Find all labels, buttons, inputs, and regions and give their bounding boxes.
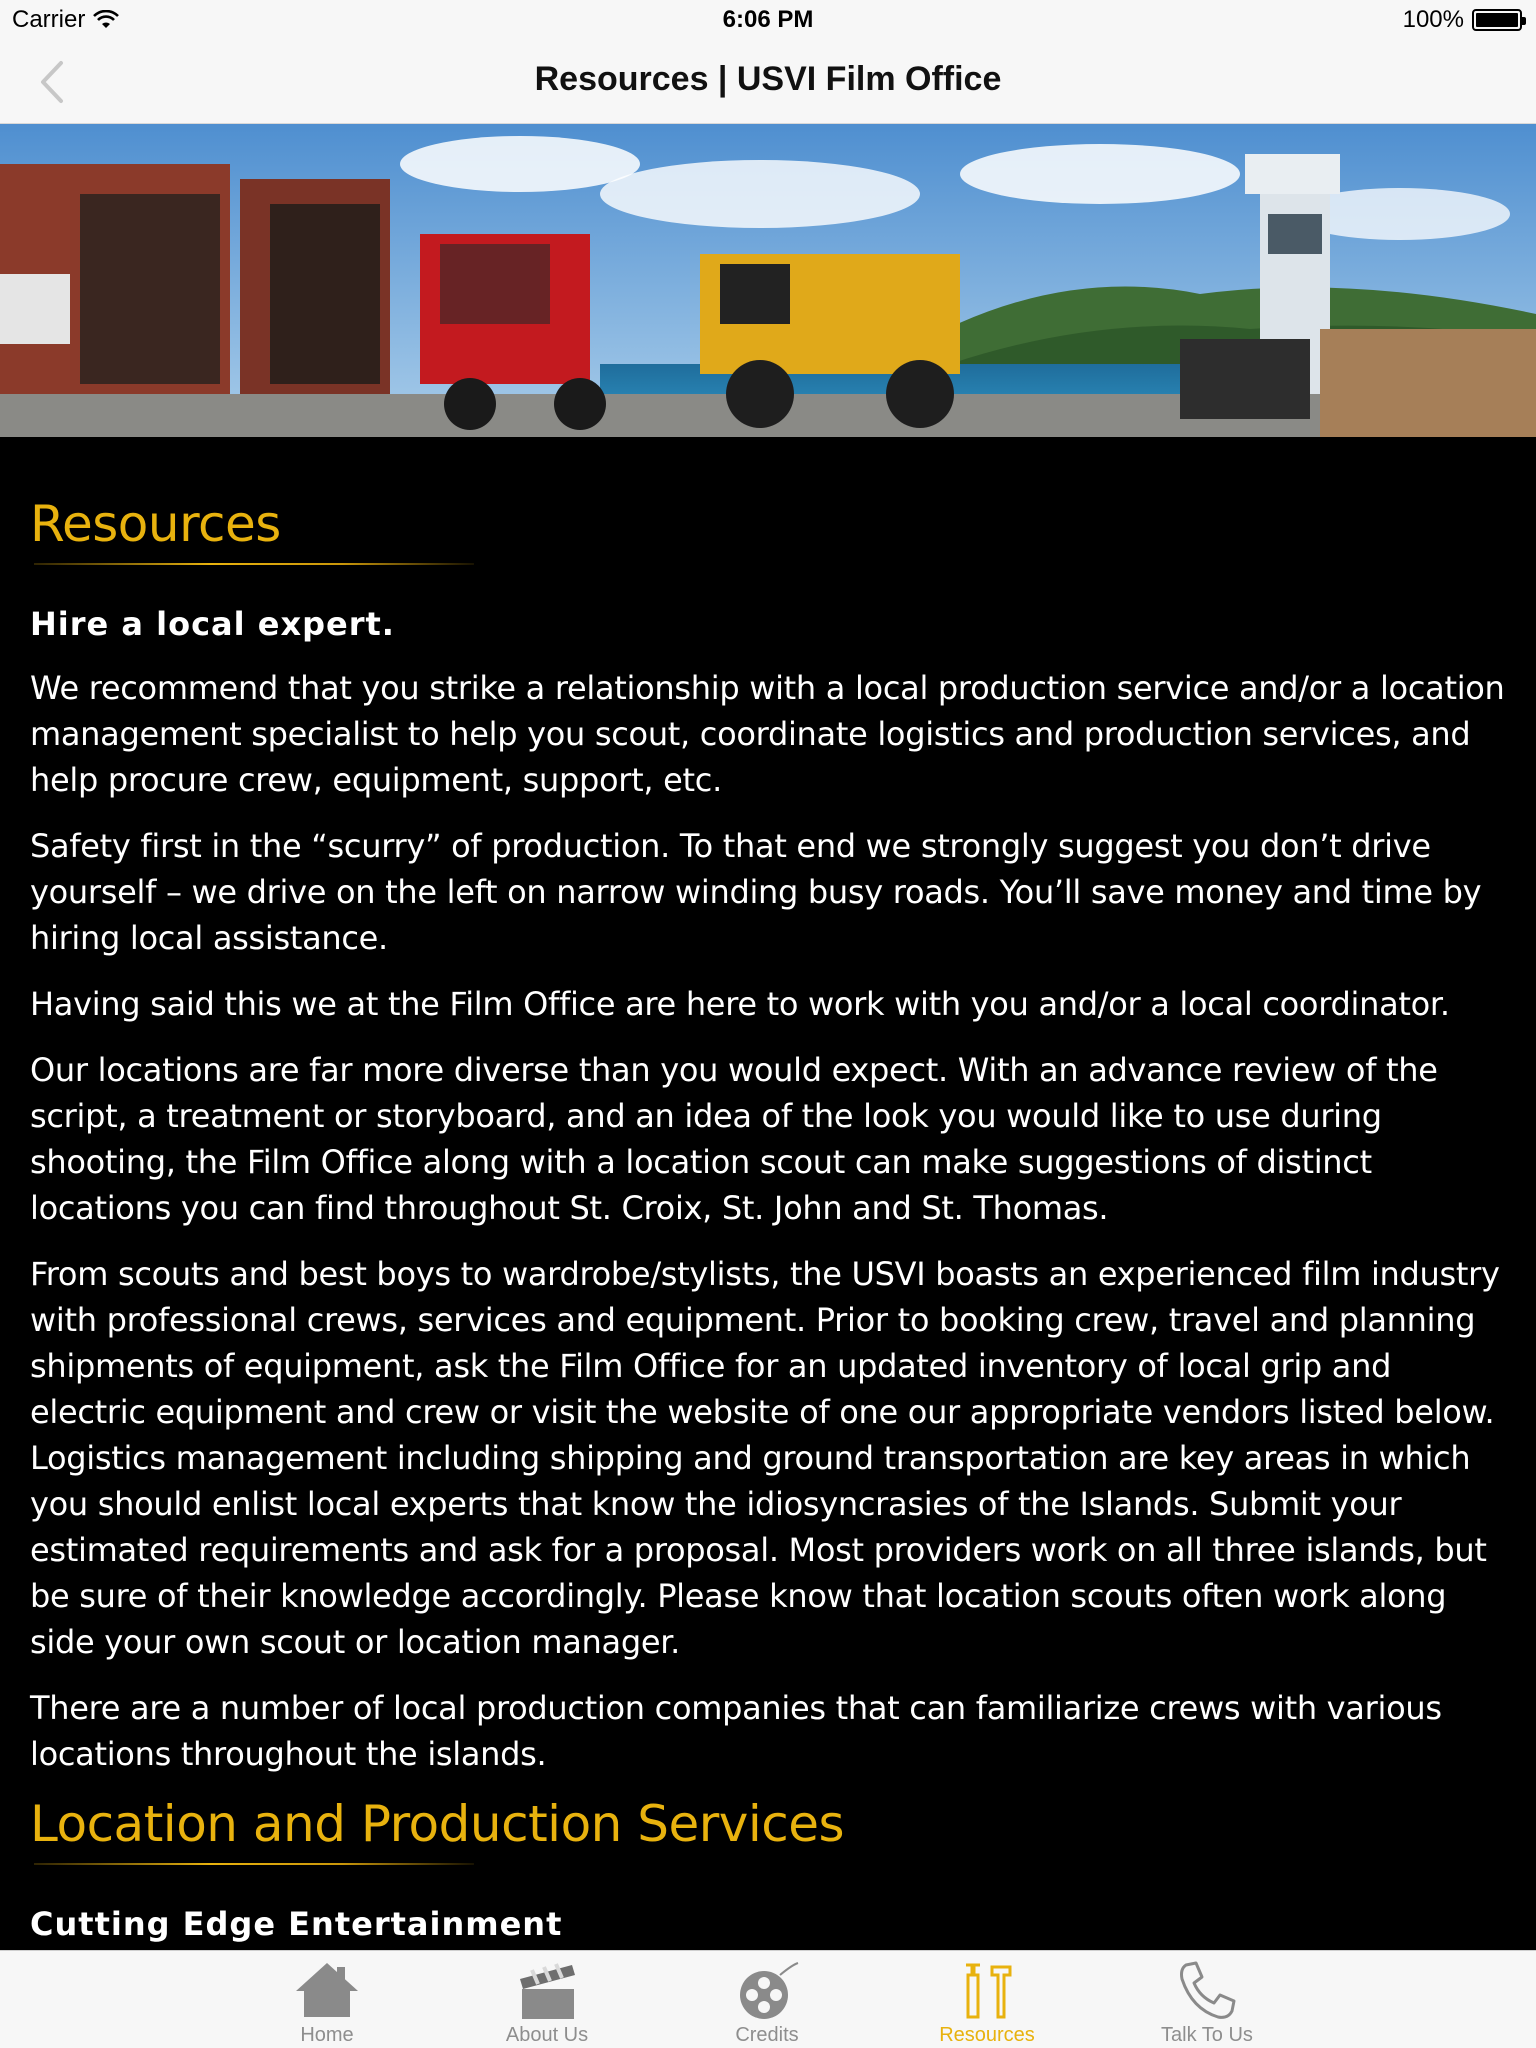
clapperboard-icon	[512, 1959, 582, 2023]
tab-credits[interactable]	[657, 1951, 877, 2048]
paragraph: Safety first in the “scurry” of production. To that end we strongly suggest you don’t drive yourself – we drive on the left on narrow winding busy roads. You’ll save money and time by hiring local assistance.	[30, 827, 1482, 957]
paragraph: There are a number of local production companies that can familiarize crews with various locations throughout the islands.	[30, 1689, 1442, 1773]
company-name: Cutting Edge Entertainment	[30, 1905, 563, 1943]
battery-percent: 100%	[1402, 6, 1464, 33]
hero-photo-illustration	[0, 124, 1536, 437]
subheading-hire-local-expert: Hire a local expert.	[30, 605, 395, 643]
paragraph: From scouts and best boys to wardrobe/stylists, the USVI boasts an experienced film industry with professional crews, services and equipment. Prior to booking crew, travel and planning shipments of equipment, ask the Film Office for an updated inventory of local grip and electric equipment and crew or visit the website of one our appropriate vendors listed below. Logistics management including shipping and ground transportation are key areas in which you should enlist local experts that know the idiosyncrasies of the Islands. Submit your estimated requirements and ask for a proposal. Most providers work on all three islands, but be sure of their knowledge accordingly. Please know that location scouts often work along side your own scout or location manager.	[30, 1255, 1500, 1661]
tab-home[interactable]	[217, 1951, 437, 2048]
section-title-location-services: Location and Production Services	[30, 1795, 845, 1853]
page-title: Resources | USVI Film Office	[534, 60, 1002, 98]
paragraph: Having said this we at the Film Office are here to work with you and/or a local coordinator.	[30, 985, 1450, 1023]
section-title-resources: Resources	[30, 495, 281, 553]
battery-level-fill	[1476, 13, 1518, 27]
tools-icon	[952, 1959, 1022, 2023]
status-time: 6:06 PM	[722, 6, 814, 33]
tab-label: About Us	[505, 2024, 589, 2046]
section-divider	[34, 1863, 474, 1865]
battery-icon	[1472, 9, 1522, 31]
section-divider	[34, 563, 474, 565]
tab-label: Home	[300, 2024, 354, 2046]
tab-resources[interactable]	[877, 1951, 1097, 2048]
paragraph: Our locations are far more diverse than you would expect. With an advance review of the script, a treatment or storyboard, and an idea of the look you would like to use during shooting, the Film Office along with a location scout can make suggestions of distinct locations you can find throughout St. Croix, St. John and St. Thomas.	[30, 1051, 1438, 1227]
navigation-bar	[0, 40, 1536, 124]
tab-bar	[0, 1950, 1536, 2048]
tab-label: Resources	[939, 2024, 1035, 2046]
tab-about-us[interactable]	[437, 1951, 657, 2048]
hero-image	[0, 124, 1536, 437]
battery-group	[1403, 6, 1522, 34]
tab-talk-to-us[interactable]	[1097, 1951, 1317, 2048]
carrier-label: Carrier	[12, 6, 86, 33]
tab-label: Talk To Us	[1161, 2024, 1253, 2046]
main-content	[0, 437, 1536, 1950]
paragraph: We recommend that you strike a relationship with a local production service and/or a location management specialist to help you scout, coordinate logistics and production services, and help procure crew, equipment, support, etc.	[30, 669, 1505, 799]
home-icon	[292, 1959, 362, 2023]
film-reel-icon	[732, 1959, 802, 2023]
tab-label: Credits	[735, 2024, 799, 2046]
status-bar	[0, 0, 1536, 40]
phone-icon	[1172, 1959, 1242, 2023]
